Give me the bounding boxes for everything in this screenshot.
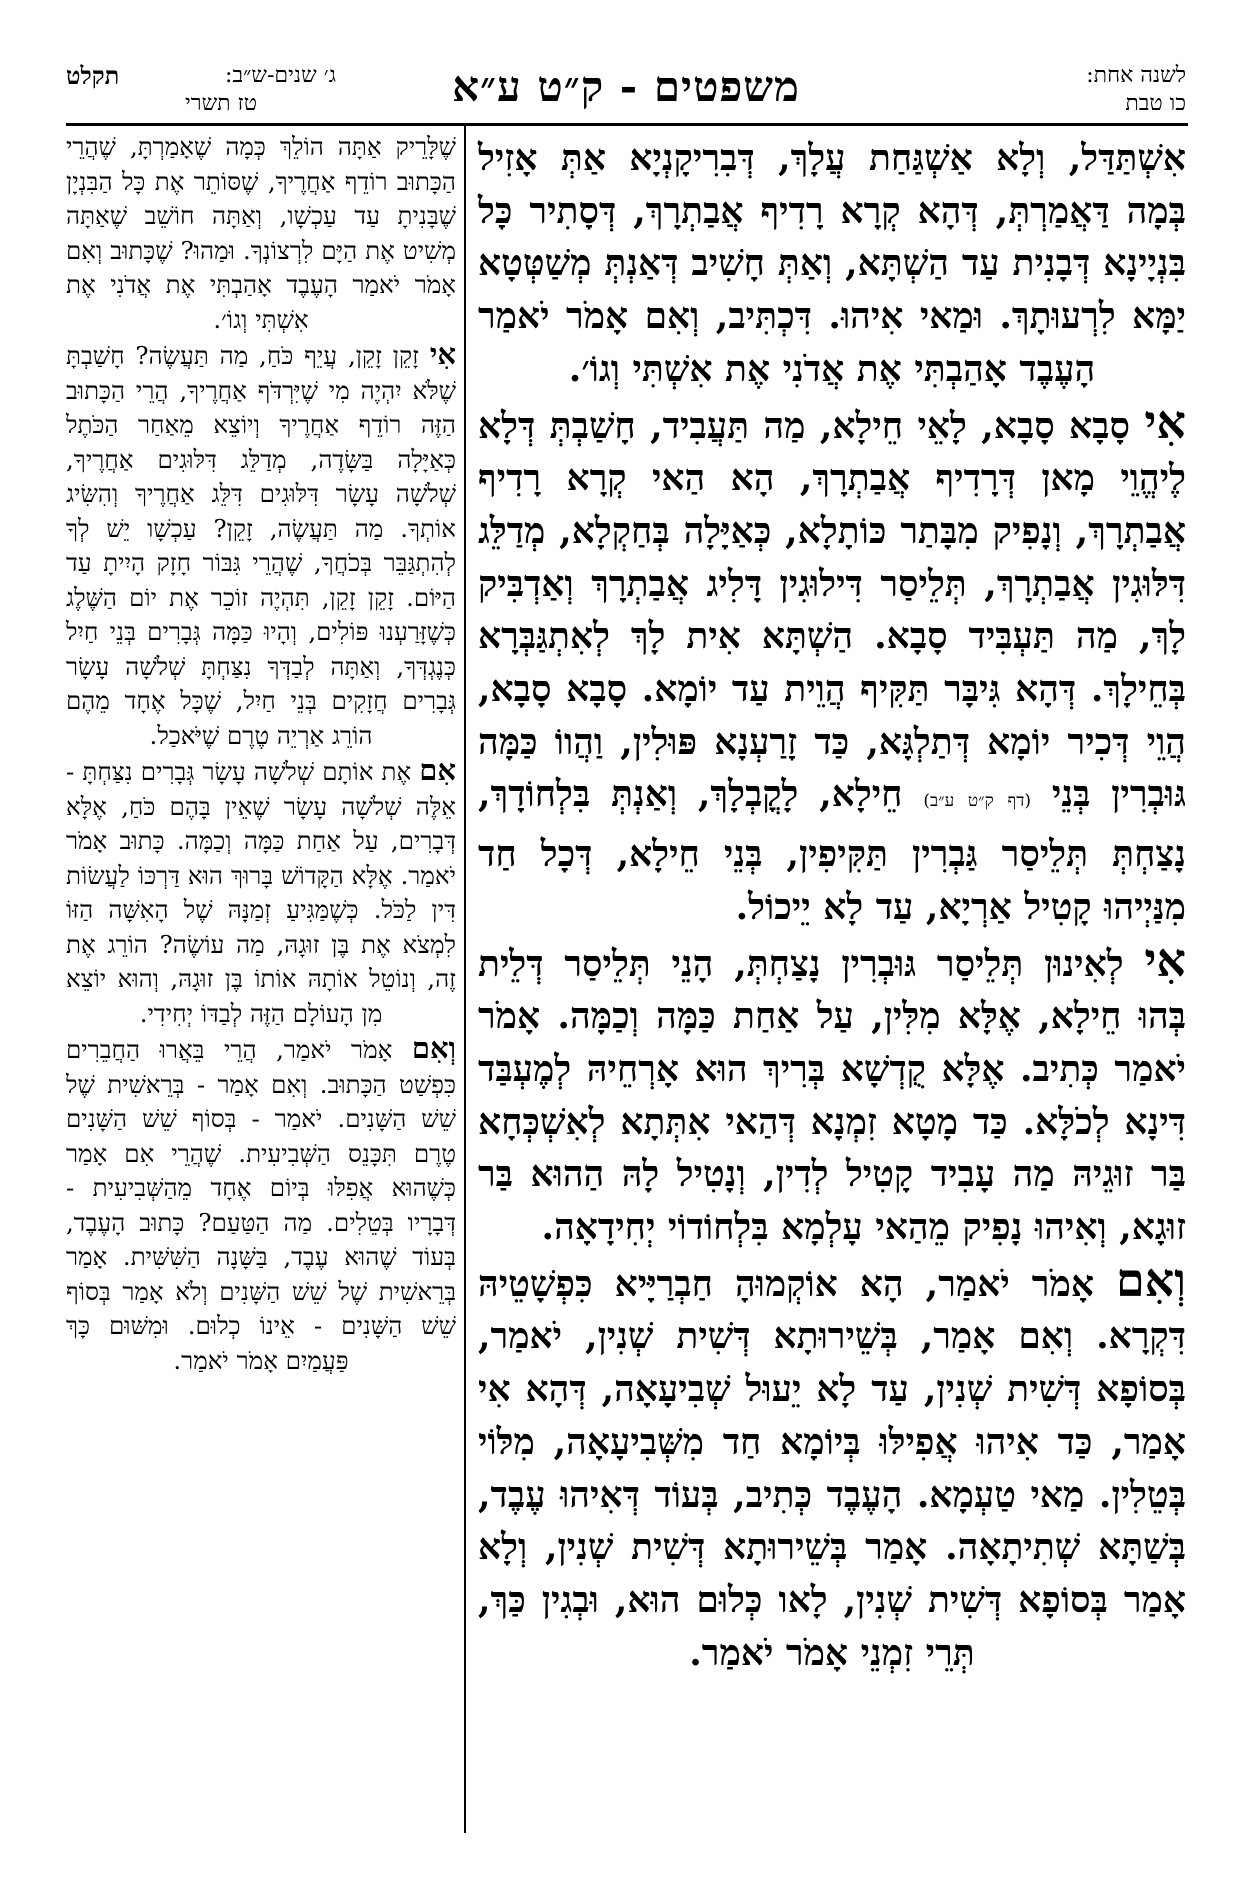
- main-paragraph-3-text: לְאִינוּן תְּלֵיסַר גּוּבְרִין נָצַחְתְּ, הָנֵי תְּלֵיסַר דְּלֵית בְּהוּ חֵילָא, אֶלָּא מִלִּין, עַל אַחַת כַּמָּה וְכַמָּה. אָמֹר יֹאמַר כְּתִיב. אֶלָּא קֻדְשָׁא בְּרִיךְ הוּא אָרְחֵיהּ לְמֶעְבַּד דִּינָא לְכֹלָּא. כַּד מָטָא זִמְנָא דְּהַאי אִתְּתָא לְאִשְׁכְּחָא בַּר זוּגֵיהּ מַה עָבִיד קָטִיל לְדִין, וְנָטִיל לָהּ הַהוּא בַּר זוּגָא, וְאִיהוּ נָפִיק מֵהַאי עָלְמָא בִּלְחוֹדוֹי יְחִידָאָה.: [478, 942, 1186, 1249]
- main-paragraph-2-tail: חֵילָא, לָקֳבְלָךְ, וְאַנְתְּ בִּלְחוֹדָךְ, נָצַחְתְּ תְּלֵיסַר גַּבְרִין תַּקִּיפִין, בְּנֵי חֵילָא, דְּכָל חַד מִנַּיְיהוּ קָטִיל אַרְיָא, עַד לָא יֵיכוֹל.: [478, 773, 1186, 928]
- side-paragraph-3-text: אֶת אוֹתָם שְׁלֹשָׁה עָשָׂר גְּבָרִים נִצַּחְתָּ - אֵלֶּה שְׁלֹשָׁה עָשָׂר שֶׁאֵין בָּהֶם כֹּחַ, אֶלָּא דְּבָרִים, עַל אַחַת כַּמָּה וְכַמָּה. כָּתוּב אָמֹר יֹאמַר. אֶלָּא הַקָּדוֹשׁ בָּרוּךְ הוּא דַּרְכּוֹ לַעֲשׂוֹת דִּין לַכֹּל. כְּשֶׁמַּגִּיעַ זְמַנָּהּ שֶׁל הָאִשָּׁה הַזּוֹ לִמְצֹא אֶת בֶּן זוּגָהּ, מַה עוֹשֶׂה? הוֹרֵג אֶת זֶה, וְנוֹטֵל אוֹתָהּ אוֹתוֹ בֶּן זוּגָהּ, וְהוּא יוֹצֵא מִן הָעוֹלָם הַזֶּה לְבַדּוֹ יְחִידִי.: [66, 757, 456, 1028]
- page-title: משפטים - ק״ט ע״א: [452, 62, 800, 111]
- main-paragraph-3: [478, 934, 1186, 1254]
- study-schedule-date: כו טבת: [1125, 91, 1186, 116]
- study-schedule-label: לשנה אחת:: [1086, 63, 1186, 88]
- column-divider: [464, 123, 466, 1833]
- side-paragraph-1: שֶׁלָּרֵיק אַתָּה הוֹלֵךְ כְּמָה שֶׁאָמַרְתָּ, שֶׁהֲרֵי הַכָּתוּב רוֹדֵף אַחֲרֶיךָ, שֶׁסּוֹתֵר אֶת כָּל הַבִּנְיָן שֶׁבָּנִיתָ עַד עַכְשָׁו, וְאַתָּה חוֹשֵׁב שֶׁאַתָּה מְשִׁיט אֶת הַיָּם לִרְצוֹנְךָ. וּמַהוּ? שֶׁכָּתוּב וְאִם אָמֹר יֹאמַר הָעֶבֶד אָהַבְתִּי אֶת אֲדֹנִי אֶת אִשְׁתִּי וְגוֹ׳.: [66, 132, 456, 334]
- page-header: [66, 56, 1186, 126]
- side-paragraph-3-lead: אִם: [419, 753, 456, 787]
- side-paragraph-2-text: זָקֵן זָקֵן, עֲיֵף כֹּחַ, מַה תַּעֲשֶׂה? חָשַׁבְתָּ שֶׁלֹּא יִהְיֶה מִי שֶׁיִּרְדֹּף אַחֲרֶיךָ, הֲרֵי הַכָּתוּב הַזֶּה רוֹדֵף אַחֲרֶיךָ וְיוֹצֵא מֵאַחַר הַכֹּתֶל כְּאַיָּלָה בַּשָּׂדֶה, מְדַלֵּג דִּלּוּגִים אַחֲרֶיךָ, שְׁלֹשָׁה עָשָׂר דִּלּוּגִים דִּלֵּג אַחֲרֶיךָ וְהִשִּׂיג אוֹתְךָ. מַה תַּעֲשֶׂה, זָקֵן? עַכְשָׁו יֵשׁ לְךָ לְהִתְגַּבֵּר בְּכֹחֲךָ, שֶׁהֲרֵי גִּבּוֹר חָזָק הָיִיתָ עַד הַיּוֹם. זָקֵן זָקֵן, תִּהְיֶה זוֹכֵר אֶת יוֹם הַשֶּׁלֶג כְּשֶׁזָּרַעְנוּ פּוֹלִים, וְהָיוּ כַּמָּה גְּבָרִים בְּנֵי חַיִל כְּנֶגְדְּךָ, וְאַתָּה לְבַדְּךָ נִצַּחְתָּ שְׁלֹשָׁה עָשָׂר גְּבָרִים חֲזָקִים בְּנֵי חַיִל, שֶׁכָּל אֶחָד מֵהֶם הוֹרֵג אַרְיֵה טֶרֶם שֶׁיֹּאכַל.: [66, 341, 456, 750]
- header-left: [66, 62, 336, 118]
- aramaic-column: [478, 132, 1186, 1679]
- main-paragraph-2: [478, 396, 1186, 934]
- side-paragraph-4-text: אָמֹר יֹאמַר, הֲרֵי בֵּאֲרוּ הַחֲבֵרִים כִּפְשַׁט הַכָּתוּב. וְאִם אָמַר - בְּרֵאשִׁית שֶׁל שֵׁשׁ הַשָּׁנִים. יֹאמַר - בְּסוֹף שֵׁשׁ הַשָּׁנִים טֶרֶם תִּכָּנֵס הַשְּׁבִיעִית. שֶׁהֲרֵי אִם אָמַר כְּשֶׁהוּא אֲפִלּוּ בְּיוֹם אֶחָד מֵהַשְּׁבִיעִית - דְּבָרָיו בְּטֵלִים. מַה הַטַּעַם? כָּתוּב הָעֶבֶד, בְּעוֹד שֶׁהוּא עֶבֶד, בַּשָּׁנָה הַשִּׁשִּׁית. אָמַר בְּרֵאשִׁית שֶׁל שֵׁשׁ הַשָּׁנִים וְלֹא אָמַר בְּסוֹף שֵׁשׁ הַשָּׁנִים - אֵינוֹ כְלוּם. וּמִשּׁוּם כָּךְ פַּעֲמַיִם אָמֹר יֹאמַר.: [66, 1035, 456, 1375]
- main-paragraph-1: אִשְׁתַּדַּל, וְלָא אַשְׁגַּחַת עֲלָךְ, דְּבִרִיקָנְיָא אַתְּ אָזִיל בְּמָה דַּאֲמַרְתְּ, דְּהָא קְרָא רָדִיף אֲבַתְרָךְ, דְּסָתִיר כָּל בִּנְיָינָא דְּבָנִית עַד הַשְׁתָּא, וְאַתְּ חָשִׁיב דְּאַנְתְּ מְשַׁטְּטָא יַמָּא לִרְעוּתָךְ. וּמַאי אִיהוּ. דִּכְתִּיב, וְאִם אָמֹר יֹאמַר הָעֶבֶד אָהַבְתִּי אֶת אֲדֹנִי אֶת אִשְׁתִּי וְגוֹ׳.: [478, 137, 1186, 390]
- hebrew-translation-column: [66, 130, 456, 1378]
- main-paragraph-4: [478, 1254, 1186, 1680]
- side-paragraph-2: [66, 337, 456, 753]
- header-rule: [66, 123, 1188, 126]
- side-paragraph-4: [66, 1031, 456, 1378]
- main-paragraph-2-text: סָבָא סָבָא, לָאֵי חֵילָא, מַה תַּעֲבִיד, חָשַׁבְתְּ דְּלָא לֶיהֱוֵי מָאן דְּרָדִיף אֲבַתְרָךְ, הָא הַאי קְרָא רָדִיף אֲבַתְרָךְ, וְנָפִיק מִבָּתַר כּוֹתָלָא, כְּאַיָּלָה בְּחַקְלָא, מְדַלֵּג דִּלּוּגִין אֲבַתְרָךְ, תְּלֵיסַר דִּילוּגִין דָּלִיג אֲבַתְרָךְ וְאַדְבִּיק לָךְ, מַה תַּעְבִּיד סָבָא. הַשְׁתָּא אִית לָךְ לְאִתְגַּבְּרָא בְּחֵילָךְ. דְּהָא גִּיבָּר תַּקִּיף הֲוֵית עַד יוֹמָא. סָבָא סָבָא, הֲוֵי דְּכִיר יוֹמָא דְּתַלְגָּא, כַּד זָרַעְנָא פּוּלִין, וַהֲווֹ כַּמָּה גּוּבְרִין בְּנֵי: [478, 404, 1186, 816]
- cycle-date: טז תשרי: [185, 91, 257, 116]
- folio-marker: (דף ק״ט ע״ב): [923, 791, 1032, 812]
- main-paragraph-4-lead: וְאִם: [1115, 1252, 1186, 1307]
- cycle-label: ג׳ שנים-ש״ב:: [225, 63, 336, 88]
- side-paragraph-2-lead: אִי: [429, 337, 456, 371]
- page-number: תקלט: [66, 61, 120, 90]
- main-paragraph-4-text: אָמֹר יֹאמַר, הָא אוֹקְמוּהָ חַבְרַיָּיא כִּפְשָׁטֵיהּ דִּקְרָא. וְאִם אָמַר, בְּשֵׁירוּתָא דְּשִׁית שְׁנִין, יֹאמַר, בְּסוֹפָא דְּשִׁית שְׁנִין, עַד לָא יֵעוּל שְׁבִיעָאָה, דְּהָא אִי אָמַר, כַּד אִיהוּ אֲפִילּוּ בְּיוֹמָא חַד מִשְּׁבִיעָאָה, מִלּוֹי בְּטֵלִין. מַאי טַעְמָא. הָעֶבֶד כְּתִיב, בְּעוֹד דְּאִיהוּ עֶבֶד, בְּשַׁתָּא שְׁתִיתָאָה. אָמַר בְּשֵׁירוּתָא דְּשִׁית שְׁנִין, וְלָא אָמַר בְּסוֹפָא דְּשִׁית שְׁנִין, לָאו כְּלוּם הוּא, וּבְגִין כַּךְ, תְּרֵי זִמְנֵי אָמֹר יֹאמַר.: [478, 1262, 1186, 1674]
- side-paragraph-4-lead: וְאִם: [411, 1031, 456, 1065]
- main-paragraph-3-lead: אִי: [1144, 932, 1186, 987]
- main-paragraph-2-lead: אִי: [1144, 394, 1186, 449]
- side-paragraph-3: [66, 753, 456, 1031]
